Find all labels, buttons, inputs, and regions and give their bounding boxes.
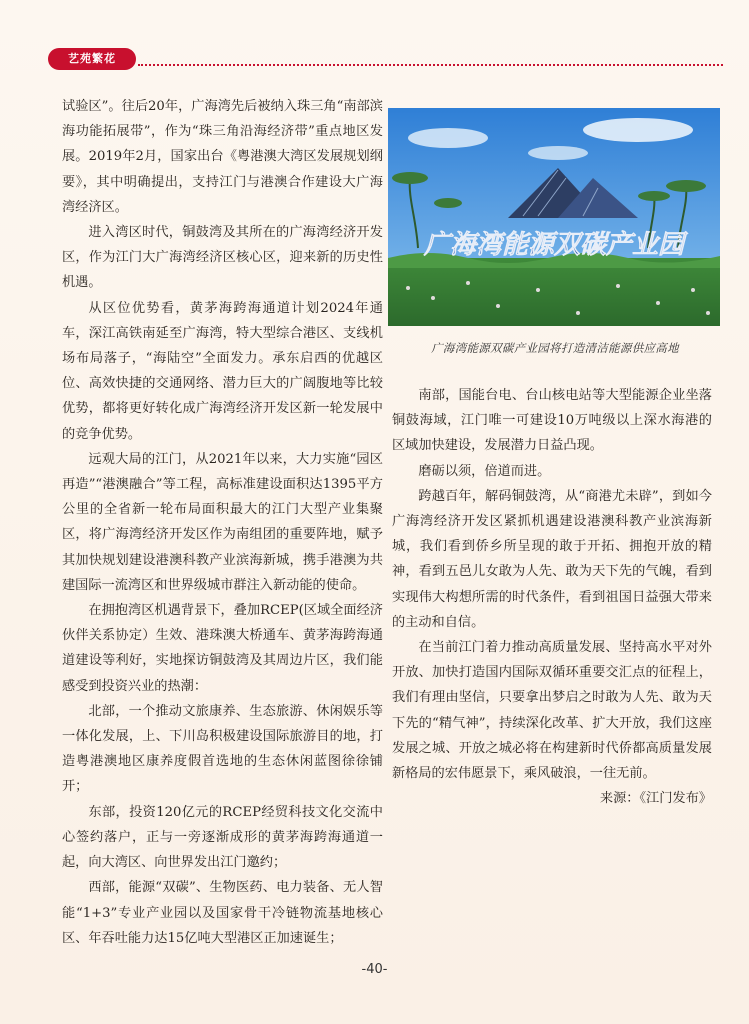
paragraph: 东部，投资120亿元的RCEP经贸科技文化交流中心签约落户，正与一旁逐渐成形的黄茅海跨海通道一起，向大湾区、向世界发出江门邀约； bbox=[62, 804, 383, 871]
paragraph: 在拥抱湾区机遇背景下，叠加RCEP(区域全面经济伙伴关系协定）生效、港珠澳大桥通车、黄茅海跨海通道建设等利好，实地探访铜鼓湾及其周边片区，我们能感受到投资兴业的热潮： bbox=[62, 603, 383, 694]
paragraph: 在当前江门着力推动高质量发展、坚持高水平对外开放、加快打造国内国际双循环重要交汇点的征程上，我们有理由坚信，只要拿出梦启之时敢为人先、敢为天下先的“精气神”，持续深化改革、扩大开放，我们这座发展之城、开放之城必将在构建新时代侨都高质量发展新格局的宏伟愿景下，乘风破浪，一往无前。 bbox=[392, 640, 712, 782]
sign-lettering: 广海湾能源双碳产业园 bbox=[423, 229, 685, 259]
paragraph: 北部，一个推动文旅康养、生态旅游、休闲娱乐等一体化发展，上、下川岛积极建设国际旅游目的地，打造粤港澳地区康养度假首选地的生态休闲蓝图徐徐铺开； bbox=[62, 703, 383, 795]
article-right-column bbox=[392, 383, 712, 811]
paragraph: 从区位优势看，黄茅海跨海通道计划2024年通车，深江高铁南延至广海湾，特大型综合港区、支线机场布局落子，“海陆空”全面发力。承东启西的优越区位、高效快捷的交通网络、潜力巨大的广阔腹地等比较优势，都将更好转化成广海湾经济开发区新一轮发展中的竞争优势。 bbox=[62, 300, 383, 442]
paragraph: 跨越百年，解码铜鼓湾，从“商港尤未辟”，到如今广海湾经济开发区紧抓机遇建设港澳科教产业滨海新城，我们看到侨乡所呈现的敢于开拓、拥抱开放的精神，看到五邑儿女敢为人先、敢为天下先的气魄，看到实现伟大构想所需的时代条件，看到祖国日益强大带来的主动和自信。 bbox=[392, 488, 712, 630]
photo-caption: 广海湾能源双碳产业园将打造清洁能源供应高地 bbox=[431, 341, 679, 355]
section-badge: 艺苑繁花 bbox=[48, 48, 136, 70]
paragraph: 试验区”。往后20年，广海湾先后被纳入珠三角“南部滨海功能拓展带”，作为“珠三角沿海经济带”重点地区发展。2019年2月，国家出台《粤港澳大湾区发展规划纲要》，其中明确提出，支持江门与港澳合作建设大广海湾经济区。 bbox=[62, 99, 383, 215]
header-dotted-rule bbox=[138, 64, 723, 69]
article-left-column bbox=[62, 94, 383, 951]
page-number: -40- bbox=[361, 962, 388, 977]
paragraph: 磨砺以须，倍道而进。 bbox=[418, 463, 551, 479]
paragraph: 进入湾区时代，铜鼓湾及其所在的广海湾经济开发区，作为江门大广海湾经济区核心区，迎来新的历史性机遇。 bbox=[62, 225, 383, 291]
industrial-park-photo bbox=[388, 108, 720, 326]
paragraph: 西部，能源“双碳”、生物医药、电力装备、无人智能“1+3”专业产业园以及国家骨干冷链物流基地核心区、年吞吐能力达15亿吨大型港区正加速诞生； bbox=[62, 880, 383, 946]
paragraph: 南部，国能台电、台山核电站等大型能源企业坐落铜鼓海域，江门唯一可建设10万吨级以上深水海港的区域加快建设，发展潜力日益凸现。 bbox=[392, 388, 712, 454]
paragraph: 远观大局的江门，从2021年以来，大力实施“园区再造”“港澳融合”等工程，高标准建设面积达1395平方公里的全省新一轮布局面积最大的江门大型产业集聚区，将广海湾经济开发区作为南组团的重要阵地，赋予其加快规划建设港澳科教产业滨海新城，携手港澳为共建国际一流湾区和世界级城市群注入新动能的使命。 bbox=[62, 451, 383, 593]
article-source: 来源：《江门发布》 bbox=[599, 791, 712, 807]
